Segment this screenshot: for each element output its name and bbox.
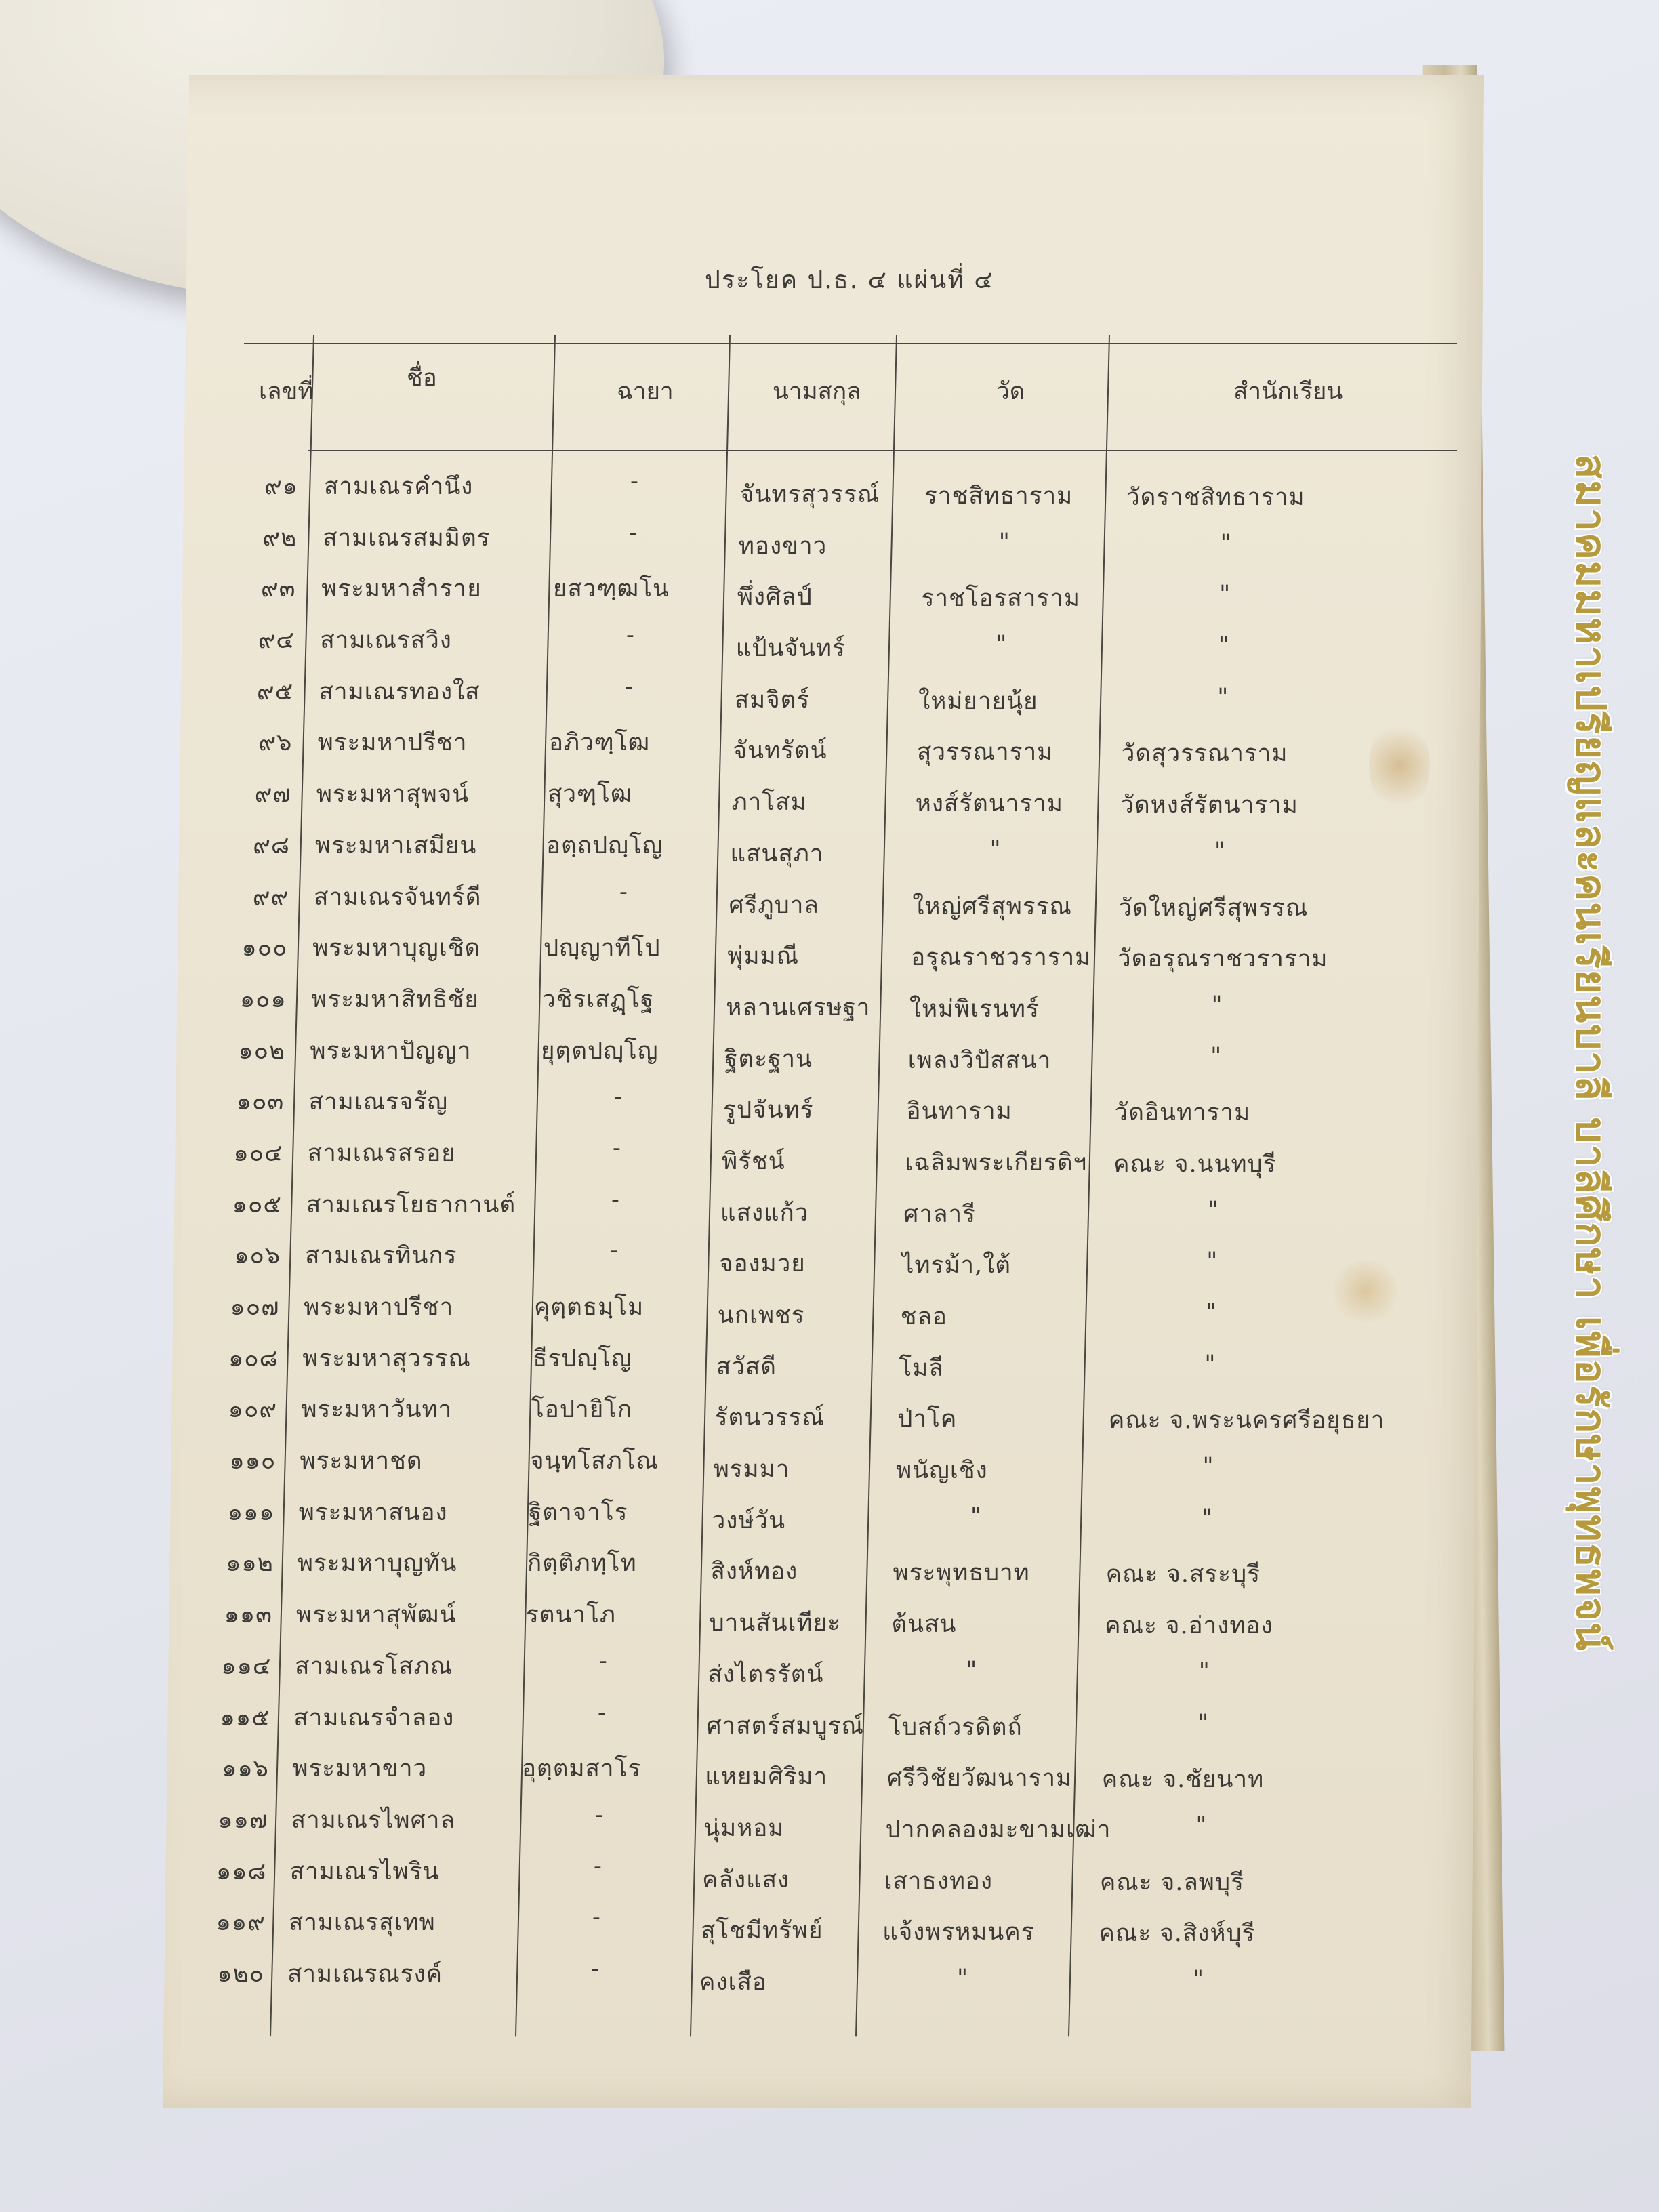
temple-name: ปากคลองมะขามเฒ่า	[885, 1816, 1111, 1843]
candidate-monastic-name: -	[629, 518, 638, 546]
candidate-surname: ทองขาว	[738, 532, 827, 560]
row-number: ๑๐๔	[233, 1139, 283, 1167]
candidate-monastic-name: จนฺทโสภโณ	[530, 1448, 659, 1475]
temple-name: โบสถ์วรดิตถ์	[888, 1713, 1023, 1741]
study-center: "	[1197, 1709, 1210, 1737]
candidate-surname: จองมวย	[718, 1250, 806, 1278]
temple-name: แจ้งพรหมนคร	[882, 1919, 1035, 1946]
row-number: ๑๑๘	[216, 1858, 267, 1885]
study-center: "	[1195, 1811, 1208, 1839]
candidate-surname: แป้นจันทร์	[735, 635, 846, 663]
row-number: ๙๙	[252, 883, 289, 911]
candidate-monastic-name: ปญฺญาทีโป	[544, 935, 661, 962]
candidate-surname: รูปจันทร์	[723, 1097, 814, 1124]
candidate-monastic-name: -	[619, 878, 628, 905]
candidate-name: พระมหาสิทธิชัย	[311, 985, 479, 1013]
temple-name: "	[970, 1502, 982, 1530]
temple-name: ใหม่ยายนุ้ย	[918, 687, 1038, 715]
candidate-name: พระมหาปรีชา	[317, 729, 468, 757]
study-center: "	[1219, 581, 1231, 609]
candidate-name: สามเณรณรงค์	[287, 1961, 443, 1988]
candidate-monastic-name: ยสวฑฺฒโน	[553, 575, 670, 603]
candidate-surname: คลังแสง	[702, 1866, 790, 1893]
row-number: ๑๐๗	[230, 1294, 280, 1322]
temple-name: ราชสิทธาราม	[924, 483, 1073, 510]
candidate-monastic-name: -	[630, 468, 639, 495]
candidate-name: สามเณรสมมิตร	[323, 524, 491, 552]
row-number: ๑๐๓	[236, 1088, 285, 1116]
study-center: คณะ จ.สระบุรี	[1105, 1561, 1261, 1589]
study-center: คณะ จ.ลพบุรี	[1099, 1868, 1244, 1896]
temple-name: "	[998, 528, 1010, 556]
candidate-monastic-name: ฐิตาจาโร	[529, 1498, 628, 1526]
study-center: "	[1217, 683, 1229, 711]
study-center: วัดใหญ่ศรีสุพรรณ	[1118, 894, 1309, 922]
candidate-surname: คงเสือ	[699, 1969, 767, 1996]
candidate-name: พระมหาวันทา	[301, 1396, 453, 1424]
candidate-name: พระมหาชด	[300, 1448, 423, 1475]
row-number: ๑๐๘	[228, 1345, 279, 1372]
row-number: ๑๐๖	[234, 1242, 281, 1270]
candidate-name: สามเณรจรัญ	[308, 1088, 449, 1116]
row-number: ๙๗	[254, 781, 291, 808]
study-center: "	[1202, 1453, 1214, 1481]
candidate-name: สามเณรสุเทพ	[288, 1909, 436, 1937]
candidate-monastic-name: -	[613, 1134, 621, 1162]
row-number: ๑๑๑	[227, 1498, 275, 1526]
candidate-name: สามเณรจำลอง	[293, 1704, 455, 1732]
row-number: ๙๘	[253, 832, 290, 859]
candidate-monastic-name: อุตฺตมสาโร	[522, 1755, 642, 1783]
candidate-name: พระมหาสุวรรณ	[302, 1345, 471, 1372]
candidate-monastic-name: -	[614, 1083, 623, 1111]
candidate-surname: พึ่งศิลป์	[737, 583, 813, 611]
row-number: ๑๑๗	[218, 1806, 268, 1834]
temple-name: อินทาราม	[906, 1098, 1012, 1126]
temple-name: ไทรม้า,ใต้	[901, 1252, 1012, 1279]
row-number: ๑๐๕	[232, 1191, 282, 1218]
candidate-surname: นกเพชร	[717, 1302, 805, 1330]
candidate-monastic-name: -	[611, 1185, 620, 1213]
study-center: "	[1210, 1042, 1223, 1070]
temple-name: "	[996, 631, 1008, 659]
table-top-rule	[244, 343, 1457, 344]
study-center: "	[1218, 632, 1230, 660]
candidate-monastic-name: -	[598, 1698, 607, 1726]
candidate-monastic-name: ยุตฺตปญฺโญ	[541, 1037, 659, 1065]
temple-name: ป่าโค	[897, 1406, 958, 1433]
study-center: "	[1198, 1658, 1210, 1685]
candidate-monastic-name: -	[626, 621, 635, 649]
candidate-surname: สิงห์ทอง	[710, 1558, 798, 1586]
column-header: เลขที่	[259, 378, 314, 405]
study-center: วัดอินทาราม	[1114, 1099, 1251, 1127]
candidate-surname: ฐิตะฐาน	[724, 1045, 813, 1073]
candidate-surname: พุ่มมณี	[727, 943, 800, 970]
row-number: ๙๑	[264, 473, 298, 500]
candidate-monastic-name: -	[595, 1801, 604, 1828]
temple-name: ใหม่พิเรนทร์	[909, 995, 1040, 1023]
candidate-surname: นุ่มหอม	[703, 1814, 785, 1842]
watermark-text: สมาคมมหาเปรียญและคนเรียนบาลี บาลีศึกษา เพื่อรักษาพุทธพจน์	[1567, 454, 1614, 1652]
row-number: ๑๑๔	[221, 1652, 272, 1680]
temple-name: หงส์รัตนาราม	[915, 790, 1063, 818]
column-header: ชื่อ	[407, 365, 437, 392]
temple-name: พระพุทธบาท	[893, 1559, 1030, 1587]
candidate-name: พระมหาบุญเชิด	[312, 935, 481, 962]
study-center: "	[1214, 837, 1226, 865]
candidate-name: สามเณรสวิง	[320, 627, 452, 655]
candidate-surname: สวัสดี	[716, 1353, 777, 1380]
temple-name: ศรีวิชัยวัฒนาราม	[886, 1765, 1073, 1793]
candidate-monastic-name: อภิวฑฺโฒ	[549, 729, 651, 757]
candidate-surname: รัตนวรรณ์	[714, 1404, 825, 1432]
study-center: คณะ จ.อ่างทอง	[1105, 1612, 1273, 1640]
column-header: สำนักเรียน	[1233, 378, 1343, 405]
temple-name: สุวรรณาราม	[916, 739, 1054, 766]
study-center: คณะ จ.นนทบุรี	[1113, 1150, 1277, 1178]
temple-name: เพลงวิปัสสนา	[907, 1046, 1052, 1074]
row-number: ๙๔	[258, 627, 295, 655]
candidate-surname: แสงแก้ว	[720, 1199, 809, 1227]
candidate-monastic-name: -	[591, 1955, 600, 1982]
row-number: ๙๕	[256, 678, 294, 705]
candidate-monastic-name: คุตฺตธมฺโม	[534, 1294, 644, 1322]
candidate-name: สามเณรไพศาล	[291, 1806, 455, 1834]
candidate-name: สามเณรโยธากานต์	[306, 1191, 516, 1218]
study-center: คณะ จ.พระนครศรีอยุธยา	[1108, 1407, 1385, 1435]
row-number: ๑๑๕	[220, 1704, 270, 1732]
temple-name: โมลี	[899, 1354, 944, 1382]
study-center: วัดราชสิทธาราม	[1126, 484, 1305, 511]
row-number: ๑๐๙	[228, 1396, 277, 1424]
candidate-name: สามเณรคำนึง	[324, 473, 474, 500]
page-heading: ประโยค ป.ธ. ๔ แผ่นที่ ๔	[705, 266, 994, 294]
study-center: "	[1205, 1299, 1217, 1327]
temple-name: เฉลิมพระเกียรติฯ	[905, 1149, 1088, 1176]
study-center: "	[1220, 529, 1232, 557]
candidate-surname: จันทรสุวรรณ์	[740, 481, 880, 508]
candidate-name: สามเณรจันทร์ดี	[314, 883, 482, 911]
candidate-surname: ศรีภูบาล	[729, 891, 819, 919]
temple-name: เสาธงทอง	[884, 1867, 994, 1895]
candidate-surname: บานสันเทียะ	[709, 1610, 841, 1637]
candidate-monastic-name: -	[625, 672, 634, 700]
candidate-name: สามเณรโสภณ	[295, 1652, 453, 1680]
candidate-surname: หลานเศรษฐา	[726, 994, 871, 1021]
candidate-monastic-name: -	[592, 1904, 601, 1931]
row-number: ๑๑๓	[224, 1601, 273, 1629]
candidate-name: สามเณรสรอย	[307, 1139, 456, 1167]
candidate-name: พระมหาเสมียน	[314, 832, 477, 859]
row-number: ๑๑๙	[216, 1909, 266, 1937]
study-center: "	[1193, 1966, 1205, 1993]
row-number: ๑๒๐	[217, 1961, 264, 1988]
candidate-name: พระมหาขาว	[292, 1755, 428, 1783]
temple-name: ใหญ่ศรีสุพรรณ	[912, 893, 1072, 920]
candidate-surname: พรมมา	[713, 1456, 790, 1483]
candidate-surname: พิรัชน์	[722, 1147, 785, 1175]
candidate-monastic-name: -	[599, 1647, 608, 1675]
candidate-name: พระมหาปัญญา	[310, 1037, 472, 1065]
paper-stain	[1328, 1261, 1403, 1322]
study-center: คณะ จ.ชัยนาท	[1101, 1766, 1265, 1794]
temple-name: "	[989, 836, 1002, 863]
candidate-name: พระมหาปรีชา	[304, 1294, 454, 1322]
table-header-rule	[308, 450, 1457, 451]
candidate-surname: แสนสุภา	[730, 840, 824, 867]
candidate-surname: ส่งไตรรัตน์	[708, 1660, 824, 1688]
candidate-name: สามเณรไพริน	[289, 1858, 440, 1885]
candidate-surname: สุโชมีทรัพย์	[701, 1917, 823, 1945]
candidate-monastic-name: รตนาโภ	[526, 1601, 616, 1629]
column-header: นามสกุล	[773, 378, 861, 405]
row-number: ๑๑๒	[226, 1550, 274, 1578]
candidate-surname: ภาโสม	[731, 789, 807, 817]
study-center: "	[1204, 1350, 1216, 1378]
temple-name: ชลอ	[900, 1303, 947, 1331]
candidate-surname: สมจิตร์	[734, 686, 811, 714]
row-number: ๑๑๐	[229, 1448, 276, 1475]
study-center: "	[1207, 1196, 1219, 1224]
candidate-surname: วงษ์วัน	[712, 1507, 786, 1534]
candidate-surname: ศาสตร์สมบูรณ์	[706, 1712, 865, 1740]
candidate-name: สามเณรทินกร	[305, 1242, 457, 1270]
column-header: วัด	[996, 378, 1025, 405]
temple-name: "	[966, 1656, 978, 1684]
row-number: ๑๑๖	[222, 1755, 269, 1783]
temple-name: อรุณราชวราราม	[911, 944, 1092, 972]
candidate-monastic-name: -	[594, 1852, 602, 1880]
study-center: "	[1206, 1248, 1218, 1275]
candidate-monastic-name: วชิรเสฏฺโฐ	[542, 985, 655, 1013]
study-center: วัดสุวรรณาราม	[1121, 740, 1288, 768]
candidate-monastic-name: โอปายิโก	[531, 1396, 633, 1424]
candidate-name: พระมหาสำราย	[321, 575, 482, 603]
study-center: "	[1211, 991, 1223, 1019]
study-center: "	[1202, 1504, 1214, 1532]
candidate-monastic-name: กิตฺติภทฺโท	[527, 1550, 637, 1578]
candidate-monastic-name: ธีรปญฺโญ	[533, 1345, 632, 1372]
temple-name: "	[957, 1965, 969, 1992]
row-number: ๑๐๑	[239, 985, 287, 1013]
candidate-name: พระมหาสุพัฒน์	[296, 1601, 457, 1629]
temple-name: พนัญเชิง	[896, 1457, 988, 1485]
candidate-name: สามเณรทองใส	[319, 678, 480, 705]
row-number: ๙๖	[258, 729, 293, 757]
candidate-name: พระมหาสุพจน์	[316, 781, 470, 808]
study-center: วัดอรุณราชวราราม	[1117, 945, 1328, 973]
candidate-monastic-name: อตฺถปญฺโญ	[546, 832, 663, 859]
candidate-name: พระมหาบุญทัน	[297, 1550, 457, 1578]
temple-name: ราชโอรสาราม	[921, 585, 1080, 613]
temple-name: ศาลารี	[903, 1200, 976, 1228]
row-number: ๑๐๒	[238, 1037, 286, 1065]
row-number: ๙๓	[260, 575, 296, 603]
row-number: ๑๐๐	[241, 935, 288, 962]
row-number: ๙๒	[262, 524, 298, 552]
temple-name: ต้นสน	[891, 1611, 957, 1639]
study-center: คณะ จ.สิงห์บุรี	[1099, 1920, 1256, 1948]
candidate-monastic-name: สุวฑฺโฒ	[548, 781, 633, 808]
study-center: วัดหงส์รัตนาราม	[1120, 792, 1298, 819]
candidate-surname: จันทรัตน์	[733, 737, 827, 765]
candidate-surname: แหยมศิริมา	[705, 1763, 828, 1791]
candidate-monastic-name: -	[610, 1237, 619, 1265]
paper-stain	[1369, 718, 1430, 813]
candidate-name: พระมหาสนอง	[298, 1498, 448, 1526]
column-header: ฉายา	[617, 378, 674, 405]
